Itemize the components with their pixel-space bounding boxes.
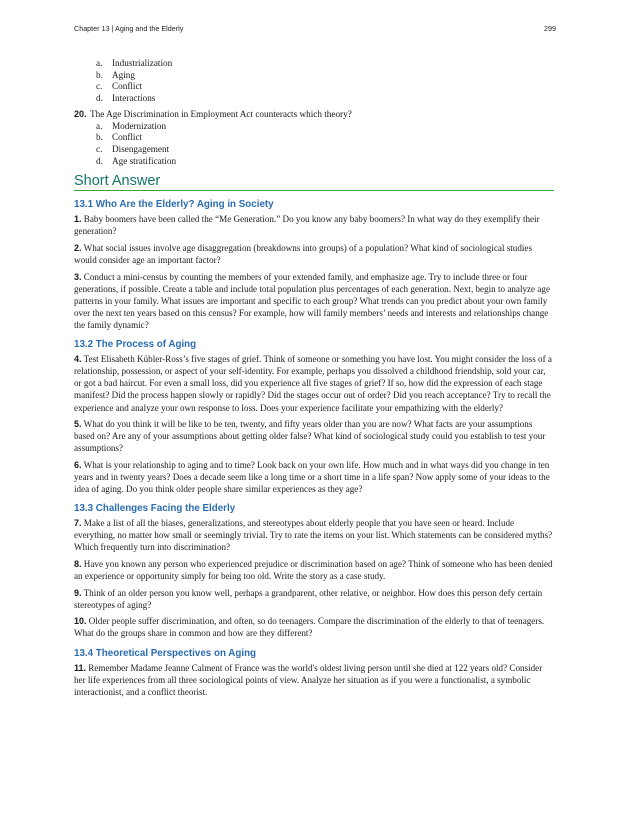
subsection-heading: 13.2 The Process of Aging	[74, 339, 197, 351]
option-item	[96, 81, 554, 93]
question-text: Baby boomers have been called the “Me Generation.” Do you know any baby boomers? In what way do they exemplify their generation?	[74, 214, 540, 237]
question-text: What social issues involve age disaggregation (breakdowns into groups) of a population? What kind of sociological studies would consider age an important factor?	[74, 243, 532, 266]
section-13-2	[74, 339, 554, 495]
question-number: 4.	[74, 354, 82, 365]
page-number: 299	[544, 24, 556, 33]
question-number: 7.	[74, 518, 82, 529]
question-text: Test Elisabeth Kübler-Ross’s five stages of grief. Think of someone or something you have lost. You might consider the loss of a relationship, possession, or aspect of your self-identity. For example, perhaps you dissolved a childhood friendship, sold your car, or got a bad haircut. For even a small loss, did you experience all five stages of grief? If so, how did the expression of each stage manifest? Did the process happen slowly or rapidly? Did the stages occur out of order? Did you reach acceptance? Try to recall the experience and analyze your own response to loss. Does your experience facilitate your empathizing with the elderly?	[74, 354, 552, 413]
option-letter: c.	[96, 81, 103, 92]
question-text: Older people suffer discrimination, and often, so do teenagers. Compare the discrimination of the elderly to that of teenagers. What do the groups share in common and how are they different?	[74, 616, 545, 639]
question-item	[74, 418, 554, 454]
question-number: 6.	[74, 459, 82, 470]
question-text: Make a list of all the biases, generalizations, and stereotypes about elderly people that you have seen or heard. Include everything, no matter how small or seemingly trivial. Try to rate the items on your list. Which statements can be considered myths? Which frequently turn into discrimination?	[74, 518, 553, 553]
question-number: 8.	[74, 558, 82, 569]
section-13-4	[74, 648, 554, 698]
option-text: Disengagement	[112, 143, 170, 154]
question-number: 3.	[74, 271, 82, 282]
option-letter: d.	[96, 93, 103, 104]
option-item	[96, 93, 554, 105]
question-item	[74, 587, 554, 611]
option-letter: b.	[96, 69, 103, 80]
option-text: Conflict	[112, 132, 143, 143]
option-text: Aging	[112, 69, 135, 80]
option-item	[96, 121, 554, 133]
question-number: 9.	[74, 587, 82, 598]
subsection-heading: 13.4 Theoretical Perspectives on Aging	[74, 647, 257, 659]
option-text: Conflict	[112, 81, 143, 92]
question-item	[74, 353, 554, 413]
page-content	[74, 58, 554, 702]
option-letter: a.	[96, 120, 103, 131]
question-item	[74, 459, 554, 495]
section-13-1	[74, 199, 554, 331]
option-text: Industrialization	[112, 58, 173, 68]
question-item	[74, 615, 554, 639]
question-number: 11.	[74, 662, 87, 673]
page-header	[74, 24, 556, 33]
question-text: Conduct a mini-census by counting the members of your extended family, and emphasize age. Try to include three or four generations, if possible. Create a table and include total population plus percentages of each generation. Next, begin to analyze age patterns in your family. What issues are important and specific to each group? What trends can you predict about your own family over the next ten years based on this census? For example, how will family members’ needs and interests and relationships change the family dynamic?	[74, 271, 550, 331]
question-item	[74, 662, 554, 698]
option-text: Interactions	[112, 93, 156, 104]
section-13-3	[74, 503, 554, 639]
question-text: The Age Discrimination in Employment Act counteracts which theory?	[90, 108, 352, 119]
option-item	[96, 70, 554, 82]
question-number: 10.	[74, 616, 87, 627]
question-item	[74, 558, 554, 582]
question-text: Remember Madame Jeanne Calment of France was the world's oldest living person until she died at 122 years old? Consider her life experiences from all three sociological points of view. Analyze her situation as if you were a functionalist, a symbolic interactionist, and a conflict theorist.	[74, 662, 543, 697]
option-item	[96, 58, 554, 70]
question-text: What do you think it will be like to be ten, twenty, and fifty years older than you are now? What facts are your assumptions based on? Are any of your assumptions about getting older false? What kind of sociological study could you establish to test your assumptions?	[74, 419, 546, 454]
q20-options	[96, 121, 554, 168]
question-20	[74, 109, 554, 121]
question-text: Think of an older person you know well, perhaps a grandparent, other relative, or neighbor. How does this person defy certain stereotypes of aging?	[74, 587, 543, 610]
option-text: Age stratification	[112, 155, 177, 166]
question-item	[74, 213, 554, 237]
question-number: 1.	[74, 214, 82, 225]
q19-options	[96, 58, 554, 105]
chapter-title: Chapter 13 | Aging and the Elderly	[74, 24, 184, 33]
option-letter: c.	[96, 143, 103, 154]
question-number: 2.	[74, 243, 82, 254]
option-item	[96, 156, 554, 168]
question-number: 20.	[74, 108, 87, 119]
question-number: 5.	[74, 419, 82, 430]
option-letter: d.	[96, 155, 103, 166]
option-text: Modernization	[112, 120, 167, 131]
question-text: Have you known any person who experienced prejudice or discrimination based on age? Think of someone who has been denied an experience or opportunity simply for being too old. Write the story as a case study.	[74, 558, 553, 582]
option-letter: a.	[96, 58, 103, 68]
question-text: What is your relationship to aging and to time? Look back on your own life. How much and in what ways did you change in ten years and in twenty years? Does a decade seem like a long time or a short time in a life span? Now apply some of your ideas to the idea of aging. Do you think older people share similar experiences as they age?	[74, 459, 550, 495]
question-item	[74, 271, 554, 331]
section-title: Short Answer	[74, 173, 554, 191]
subsection-heading: 13.1 Who Are the Elderly? Aging in Society	[74, 199, 274, 211]
option-letter: b.	[96, 132, 103, 143]
option-item	[96, 144, 554, 156]
question-item	[74, 517, 554, 553]
option-item	[96, 132, 554, 144]
question-item	[74, 242, 554, 266]
subsection-heading: 13.3 Challenges Facing the Elderly	[74, 503, 236, 515]
